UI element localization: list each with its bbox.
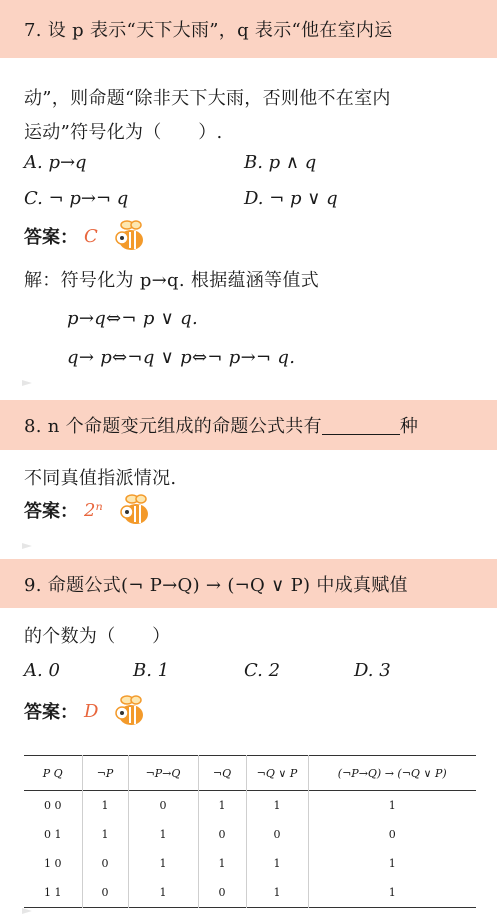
q7-line3: 运动”符号化为（ ）.	[24, 122, 223, 143]
q9-band	[0, 559, 497, 608]
table-cell: 1 0	[44, 857, 62, 870]
table-row	[24, 820, 476, 849]
table-row	[24, 878, 476, 908]
table-cell: 0	[128, 791, 198, 821]
table-cell: 0	[82, 878, 128, 908]
truth-table	[24, 755, 476, 908]
q7-option-a: A. p→q	[24, 152, 87, 173]
answer-label: 答案：	[24, 227, 78, 248]
q9-option-b: B. 1	[133, 660, 170, 681]
q7-solution-1: 解：符号化为 p→q. 根据蕴涵等值式	[24, 270, 319, 291]
q7-option-b: B. p ∧ q	[244, 152, 317, 173]
table-cell: 1	[128, 878, 198, 908]
q7-option-d: D. ¬ p ∨ q	[244, 188, 338, 209]
table-cell: 1	[308, 878, 476, 908]
answer-value: 2ⁿ	[84, 499, 103, 521]
table-cell: 1	[246, 791, 308, 821]
table-header-cell: ¬P	[82, 756, 128, 791]
answer-value: D	[84, 700, 99, 722]
fill-blank	[322, 416, 400, 435]
answer-label: 答案：	[24, 702, 78, 723]
q8-line2: 不同真值指派情况.	[24, 468, 177, 489]
table-cell: 0	[246, 820, 308, 849]
bee-icon	[119, 493, 153, 527]
q9-option-d: D. 3	[354, 660, 391, 681]
table-cell: 1	[82, 791, 128, 821]
table-cell: 1	[308, 791, 476, 821]
q7-answer-row	[24, 219, 148, 253]
table-row	[24, 849, 476, 878]
table-header-cell: ¬Q	[198, 756, 246, 791]
q7-solution-2: p→q⇔¬ p ∨ q.	[67, 308, 198, 329]
q8-answer-row	[24, 493, 153, 527]
table-cell: 0 1	[44, 828, 62, 841]
table-cell: 1	[246, 849, 308, 878]
q7-solution-3: q→ p⇔¬q ∨ p⇔¬ p→¬ q.	[67, 347, 296, 368]
table-cell: 0	[198, 878, 246, 908]
table-cell: 1	[128, 849, 198, 878]
table-cell: 1	[128, 820, 198, 849]
q7-line2: 动”，则命题“除非天下大雨，否则他不在室内	[24, 88, 391, 109]
table-header-cell: (¬P→Q) → (¬Q ∨ P)	[308, 756, 476, 791]
table-cell: 0	[308, 820, 476, 849]
table-cell: 0	[82, 849, 128, 878]
q7-band	[0, 0, 497, 58]
table-header-cell: ¬Q ∨ P	[246, 756, 308, 791]
table-cell: 0 0	[44, 799, 62, 812]
table-cell: 1	[198, 791, 246, 821]
q8-title-end: 种	[399, 416, 419, 437]
table-cell: 1 1	[44, 886, 62, 899]
table-header-cell: P Q	[42, 766, 63, 780]
answer-value: C	[84, 225, 98, 247]
arrow-mark-icon	[22, 908, 32, 914]
q9-title: 9. 命题公式(¬ P→Q) → (¬Q ∨ P) 中成真赋值	[24, 574, 408, 596]
table-header-row	[24, 756, 476, 791]
bee-icon	[114, 219, 148, 253]
q9-option-c: C. 2	[244, 660, 281, 681]
table-cell: 1	[82, 820, 128, 849]
table-cell: 1	[246, 878, 308, 908]
arrow-mark-icon	[22, 380, 32, 386]
table-cell: 1	[198, 849, 246, 878]
table-cell: 1	[308, 849, 476, 878]
arrow-mark-icon	[22, 543, 32, 549]
q7-option-c: C. ¬ p→¬ q	[24, 188, 129, 209]
table-cell: 0	[198, 820, 246, 849]
q9-option-a: A. 0	[24, 660, 60, 681]
q9-answer-row	[24, 694, 148, 728]
q8-band	[0, 400, 497, 450]
q9-line2: 的个数为（ ）	[24, 626, 171, 647]
q7-title: 7. 设 p 表示“天下大雨”，q 表示“他在室内运	[24, 20, 393, 41]
table-header-cell: ¬P→Q	[128, 756, 198, 791]
table-row	[24, 791, 476, 821]
answer-label: 答案：	[24, 501, 78, 522]
q8-title: 8. n 个命题变元组成的命题公式共有	[24, 416, 322, 437]
bee-icon	[114, 694, 148, 728]
